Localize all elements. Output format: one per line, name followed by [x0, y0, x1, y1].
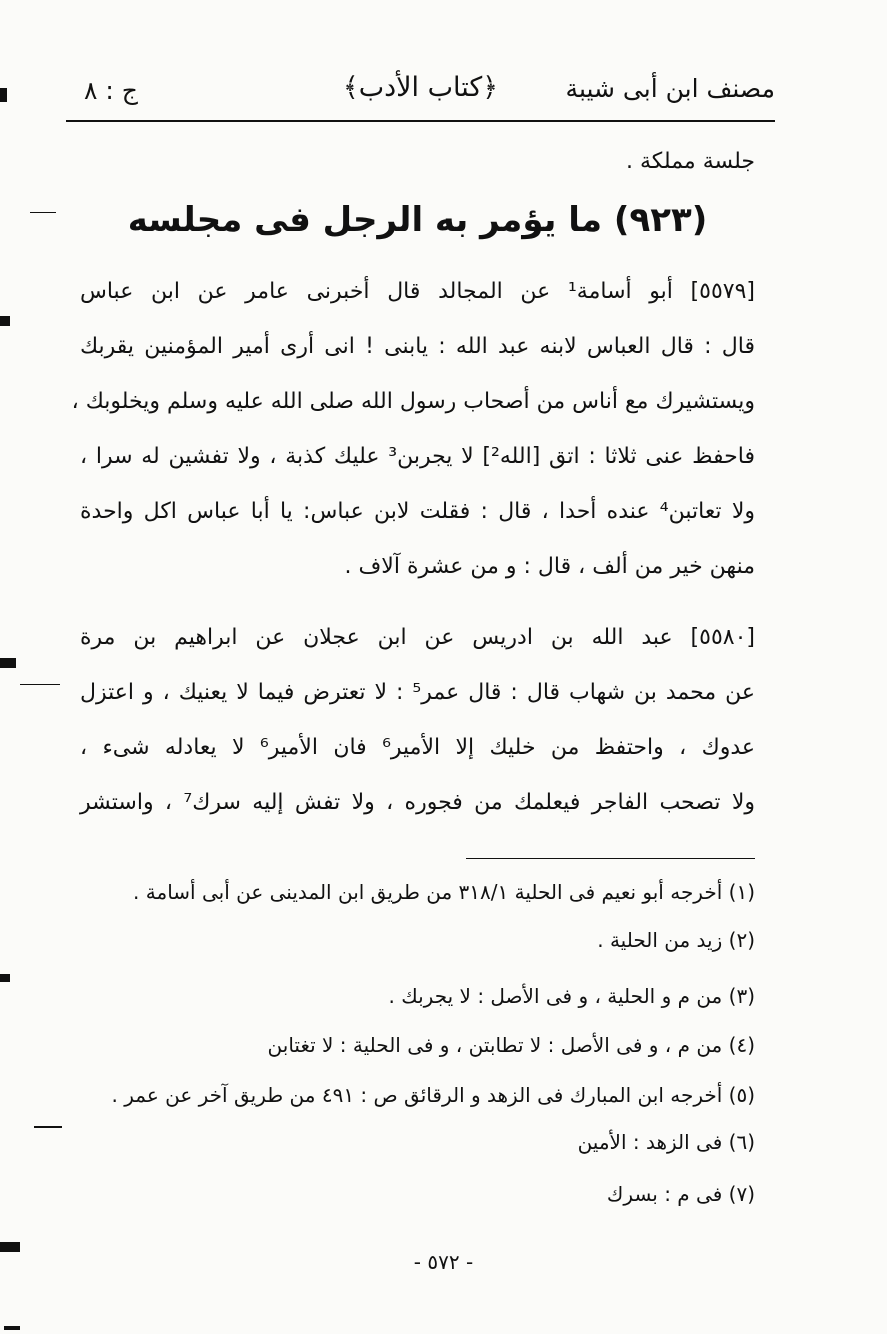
- text-line: ولا تصحب الفاجر فيعلمك من فجوره ، ولا تفش إليه سرك⁷ ، واستشر: [80, 790, 755, 815]
- text-line: ولا تعاتبن⁴ عنده أحدا ، قال : فقلت لابن عباس: يا أبا عباس اكل واحدة: [80, 499, 755, 524]
- text-line: قال : قال العباس لابنه عبد الله : يابنى ! انى أرى أمير المؤمنين يقربك: [80, 334, 755, 359]
- scan-mark: [0, 316, 10, 326]
- scan-mark: [0, 88, 7, 102]
- scan-mark: [34, 1126, 62, 1128]
- running-header: [66, 70, 775, 118]
- footnote: (٢) زيد من الحلية .: [597, 928, 755, 952]
- volume-number: ج : ٨: [84, 76, 138, 105]
- section-title: (٩٢٣) ما يؤمر به الرجل فى مجلسه: [127, 200, 708, 240]
- scan-mark: [0, 658, 16, 668]
- footnote: (٤) من م ، و فى الأصل : لا تطابتن ، و فى الحلية : لا تغتابن: [267, 1033, 755, 1057]
- scan-mark: [0, 1242, 20, 1252]
- book-title: مصنف ابن أبى شيبة: [565, 74, 775, 103]
- text-line: [٥٥٧٩] أبو أسامة¹ عن المجالد قال أخبرنى عامر عن ابن عباس: [80, 279, 755, 304]
- footnote: (٣) من م و الحلية ، و فى الأصل : لا يجربك .: [388, 984, 755, 1008]
- text-line: عدوك ، واحتفظ من خليك إلا الأمير⁶ فان الأمير⁶ لا يعادله شىء ،: [80, 735, 755, 760]
- scan-mark: [4, 1326, 20, 1330]
- text-line: جلسة مملكة .: [625, 149, 755, 174]
- footnote: (١) أخرجه أبو نعيم فى الحلية ٣١٨/١ من طريق ابن المدينى عن أبى أسامة .: [133, 880, 755, 904]
- footnote: (٥) أخرجه ابن المبارك فى الزهد و الرقائق ص : ٤٩١ من طريق آخر عن عمر .: [111, 1083, 755, 1107]
- footnote: (٧) فى م : بسرك: [606, 1182, 755, 1206]
- text-line: [٥٥٨٠] عبد الله بن ادريس عن ابن عجلان عن ابراهيم بن مرة: [80, 625, 755, 650]
- scan-mark: [0, 974, 10, 982]
- page-number: - ٥٧٢ -: [413, 1250, 474, 1274]
- footnote-rule: [466, 858, 755, 859]
- text-line: منهن خير من ألف ، قال : و من عشرة آلاف .: [344, 554, 755, 579]
- chapter-title: ﴿كتاب الأدب﴾: [342, 72, 499, 103]
- header-rule: [66, 120, 775, 122]
- footnote: (٦) فى الزهد : الأمين: [577, 1130, 755, 1154]
- scan-mark: [20, 684, 60, 685]
- text-line: فاحفظ عنى ثلاثا : اتق [الله²] لا يجربن³ عليك كذبة ، ولا تفشين له سرا ،: [80, 444, 756, 469]
- scan-mark: [30, 212, 56, 213]
- text-line: عن محمد بن شهاب قال : قال عمر⁵ : لا تعترض فيما لا يعنيك ، و اعتزل: [80, 680, 755, 705]
- text-line: ويستشيرك مع أناس من أصحاب رسول الله صلى الله عليه وسلم ويخلوبك ،: [71, 389, 755, 414]
